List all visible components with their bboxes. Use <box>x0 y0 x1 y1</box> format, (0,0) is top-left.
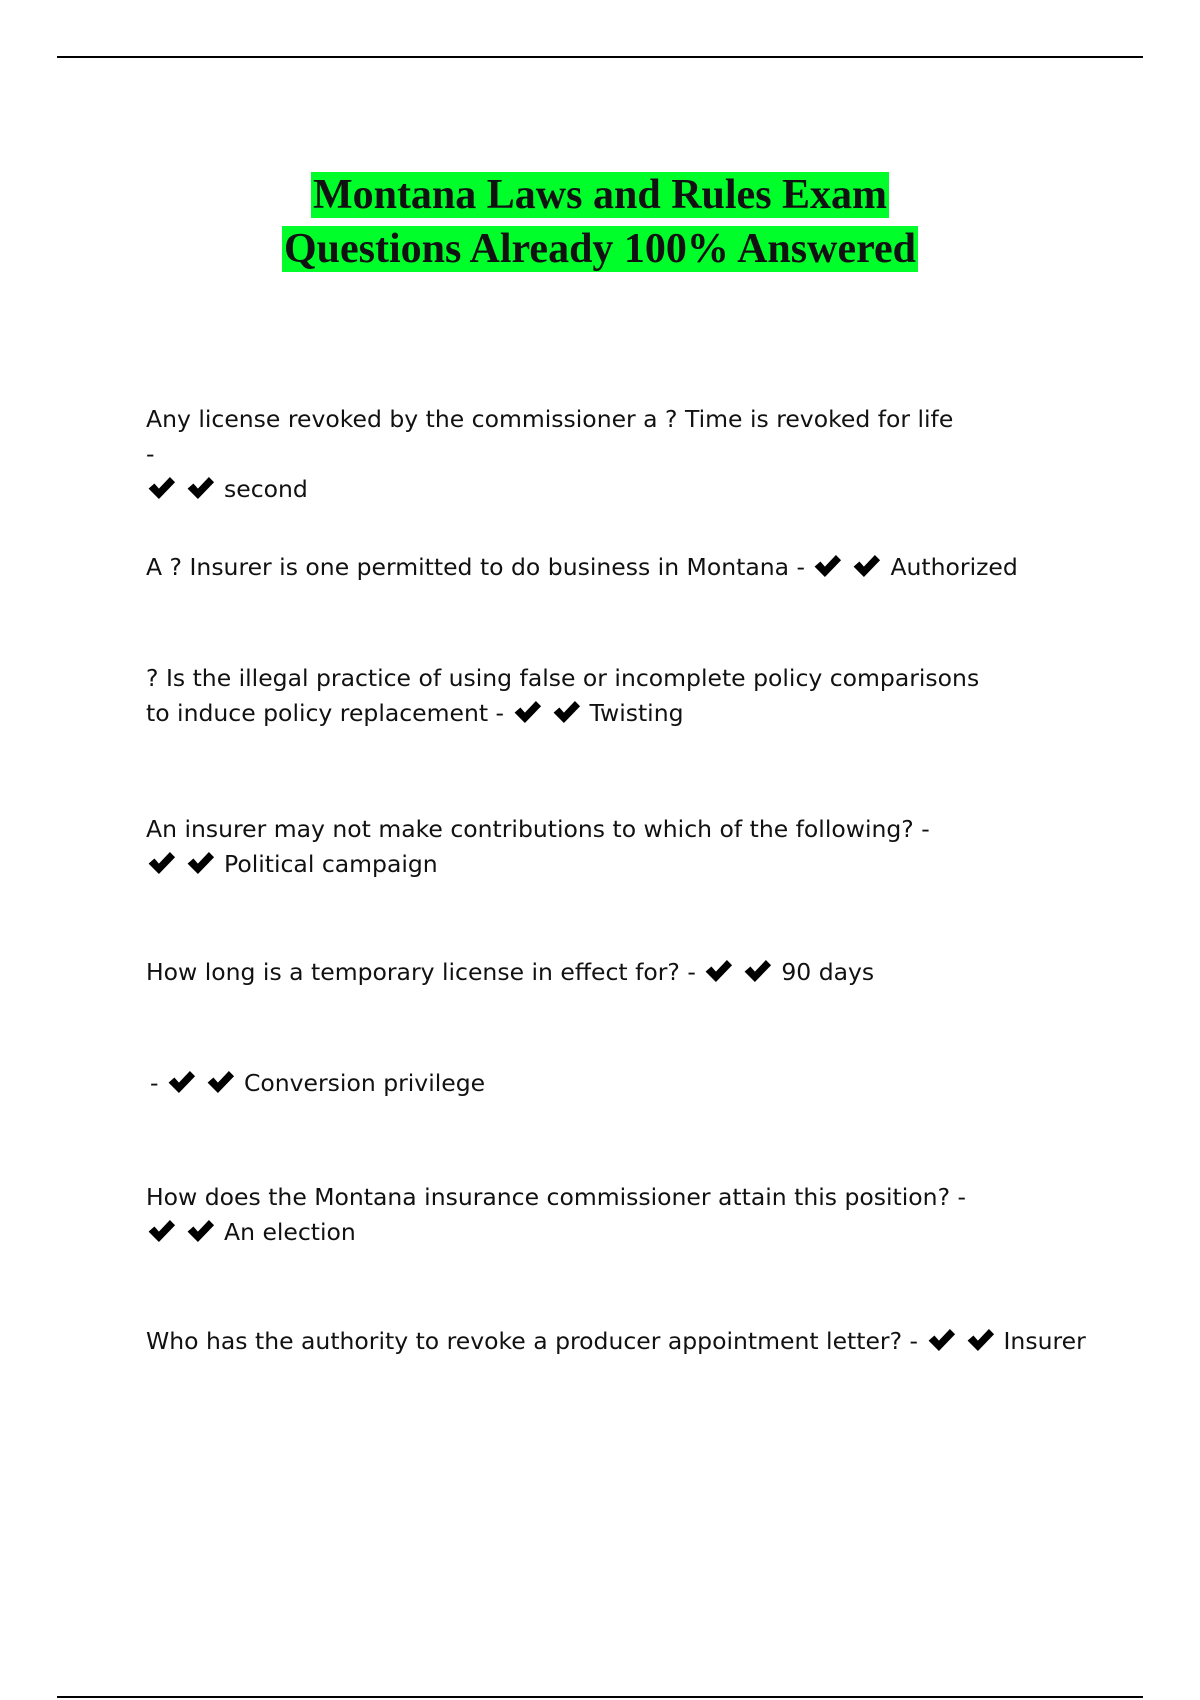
check-icon <box>512 699 543 725</box>
qa-item-8 <box>146 1324 1126 1359</box>
check-icon <box>146 1218 177 1244</box>
answer-text: Twisting <box>589 699 684 727</box>
qa-item-7 <box>146 1180 976 1250</box>
qa-item-2 <box>146 550 1126 585</box>
question-text: How does the Montana insurance commissioner attain this position? - <box>146 1183 966 1211</box>
question-text: Any license revoked by the commissioner a ? Time is revoked for life - <box>146 405 954 468</box>
answer-text: Political campaign <box>224 850 438 878</box>
check-icon <box>742 958 773 984</box>
answer-text: Insurer <box>1003 1327 1086 1355</box>
title-line-1: Montana Laws and Rules Exam <box>312 172 888 219</box>
title-line-2: Questions Already 100% Answered <box>283 226 916 273</box>
header-rule <box>57 56 1143 58</box>
check-icon <box>185 850 216 876</box>
check-icon <box>185 1218 216 1244</box>
qa-item-6 <box>150 1066 1130 1101</box>
answer-text: Authorized <box>890 553 1018 581</box>
check-icon <box>185 475 216 501</box>
check-icon <box>146 475 177 501</box>
check-icon <box>812 553 843 579</box>
check-icon <box>205 1069 236 1095</box>
question-text: ? Is the illegal practice of using false or incomplete policy comparisons to induce policy replacement - <box>146 664 980 727</box>
qa-item-5 <box>146 955 1126 990</box>
answer-text: second <box>224 475 308 503</box>
answer-text: Conversion privilege <box>243 1069 486 1097</box>
check-icon <box>146 850 177 876</box>
document-title <box>0 168 1200 276</box>
question-text: How long is a temporary license in effect for? - <box>146 958 696 986</box>
check-icon <box>551 699 582 725</box>
check-icon <box>965 1327 996 1353</box>
question-text: - <box>150 1069 159 1097</box>
question-text: An insurer may not make contributions to which of the following? - <box>146 815 930 843</box>
question-text: A ? Insurer is one permitted to do business in Montana - <box>146 553 805 581</box>
qa-item-3 <box>146 661 1006 731</box>
check-icon <box>851 553 882 579</box>
question-text: Who has the authority to revoke a producer appointment letter? - <box>146 1327 919 1355</box>
qa-item-1 <box>146 402 966 507</box>
answer-text: An election <box>224 1218 356 1246</box>
answer-text: 90 days <box>781 958 875 986</box>
check-icon <box>166 1069 197 1095</box>
qa-item-4 <box>146 812 946 882</box>
check-icon <box>703 958 734 984</box>
footer-rule <box>57 1696 1143 1698</box>
check-icon <box>926 1327 957 1353</box>
